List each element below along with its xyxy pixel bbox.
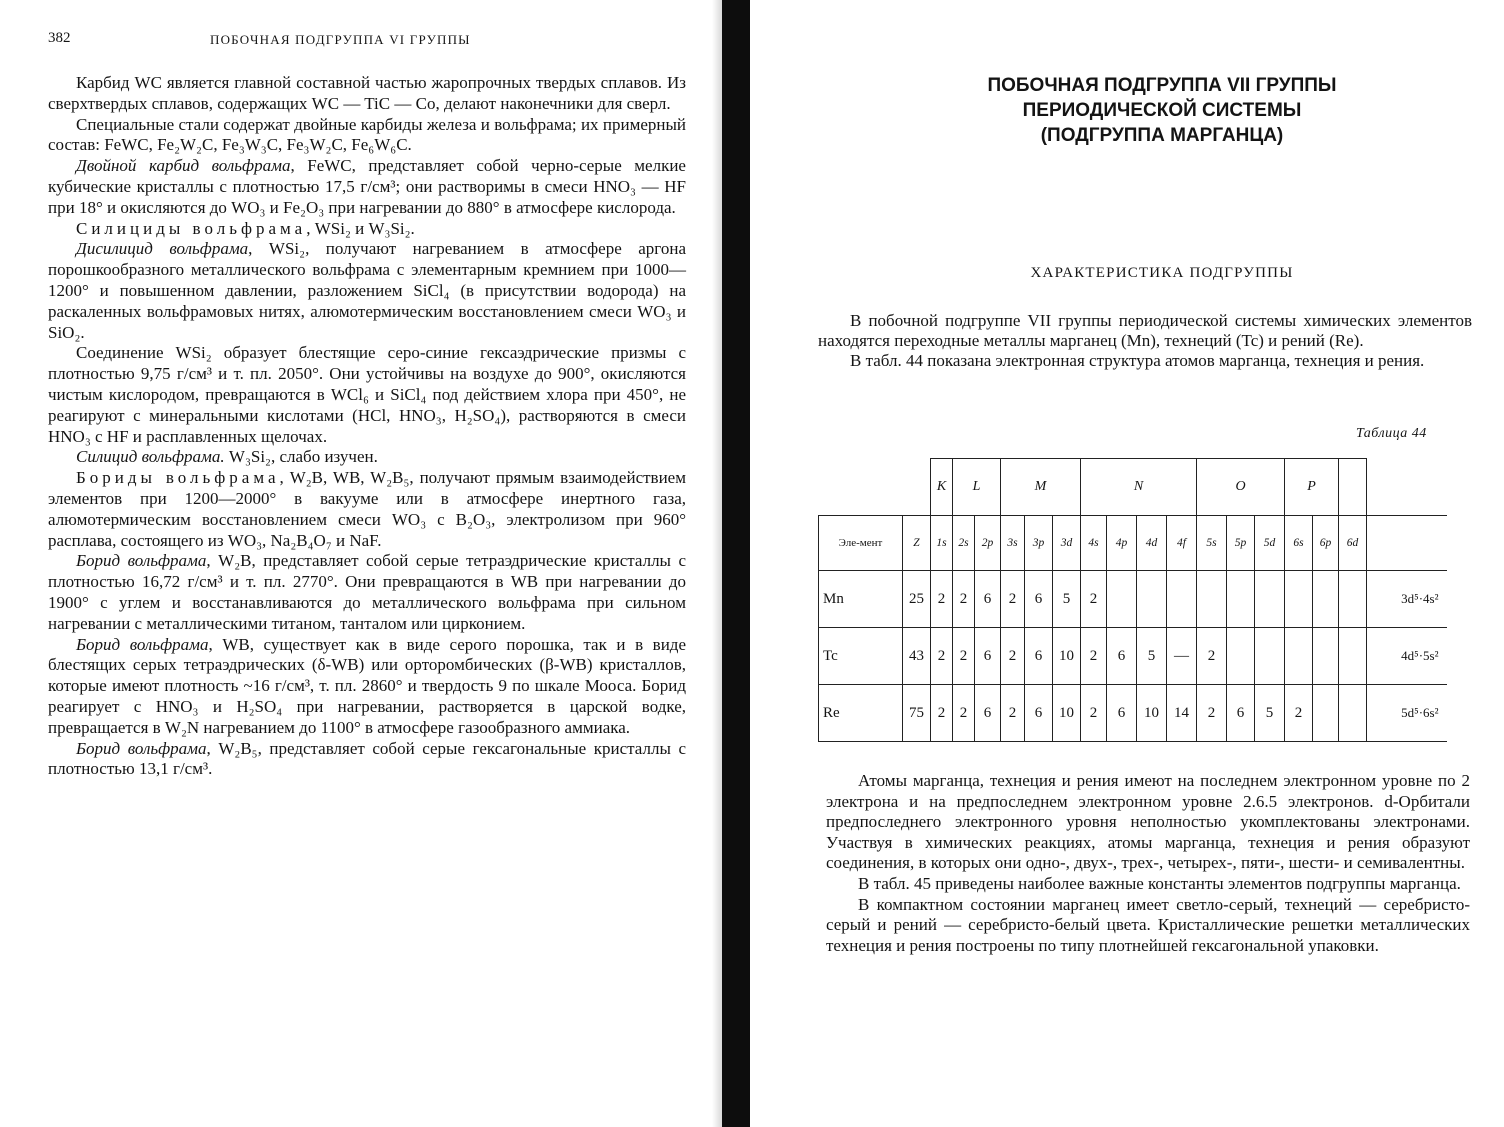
body-text [826, 771, 1470, 956]
orbital-header: 4p [1107, 516, 1137, 571]
paragraph [48, 468, 686, 551]
shell-header: L [953, 459, 1001, 516]
term: Бориды вольфрама [76, 468, 280, 488]
orbital-cell: 5 [1053, 571, 1081, 628]
table-row [819, 628, 1447, 685]
orbital-header: 3d [1053, 516, 1081, 571]
orbital-header: 3s [1001, 516, 1025, 571]
orbital-cell [1167, 571, 1197, 628]
orbital-cell: 2 [1001, 571, 1025, 628]
electron-structure-table [818, 458, 1447, 742]
shell-header: M [1001, 459, 1081, 516]
orbital-header: 5d [1255, 516, 1285, 571]
term: Борид вольфрама [76, 551, 207, 571]
gutter-shadow [712, 0, 722, 1127]
paragraph: В побочной подгруппе VII группы периодической системы химических элементов находятся переходные металлы марганец (Mn), технеций (Tc) и рений (Re). [818, 311, 1472, 350]
shell-header: N [1081, 459, 1197, 516]
right-page [752, 0, 1504, 1127]
paragraph-text: , WSi₂, получают нагреванием в атмосфере аргона порошкообразного металлического вольфрама с элементарным кремнием при 1000—1200° и повышенном давлении, разложением SiCl₄ (в присутствии водорода) на раскаленных вольфрамовых нитях, алюмотермическим восстановлением смеси WO₃ и SiO₂. [48, 239, 686, 342]
orbital-cell: 6 [975, 628, 1001, 685]
chapter-title-line: (ПОДГРУППА МАРГАНЦА) [1040, 125, 1284, 146]
orbital-cell: 5 [1137, 628, 1167, 685]
shell-header-row [819, 459, 1447, 516]
paragraph [48, 447, 686, 468]
orbital-header: 1s [931, 516, 953, 571]
paragraph-text: , FeWC, представляет собой черно-серые мелкие кубические кристаллы с плотностью 17,5 г/см³; они растворимы в смеси HNO₃ — HF при 18° и окисляются до WO₃ и Fe₂O₃ при нагревании до 880° в атмосфере кислорода. [48, 156, 686, 217]
orbital-cell: 2 [931, 628, 953, 685]
paragraph-text: , WB, существует как в виде серого порошка, так и в виде блестящих серых тетраэдрических (δ-WB) или орторомбических (β-WB) кристаллов, которые имеют плотность ~16 г/см³, т. пл. 2860° и твердость 9 по шкале Мооса. Борид реагирует с HNO₃ и H₂SO₄ при нагревании, растворяется в царской водке, превращается в W₂N нагреванием до 1100° в атмосфере газообразного аммиака. [48, 634, 686, 737]
orbital-header: 6s [1285, 516, 1313, 571]
orbital-cell: 2 [953, 685, 975, 742]
shell-header: O [1197, 459, 1285, 516]
orbital-cell [1227, 571, 1255, 628]
orbital-cell: 2 [1001, 628, 1025, 685]
book-gutter [722, 0, 750, 1127]
orbital-header: 3p [1025, 516, 1053, 571]
z-cell: 25 [903, 571, 931, 628]
orbital-cell [1313, 571, 1339, 628]
paragraph-text: , W₂B, представляет собой серые тетраэдрические кристаллы с плотностью 16,72 г/см³ и т. пл. 2770°. Они превращаются в WB при нагревании до 1900° с углем и восстанавливаются до металлического вольфрама при сильном нагревании с металлическими титаном, танталом или цирконием. [48, 551, 686, 633]
orbital-header: 4s [1081, 516, 1107, 571]
running-head [0, 30, 720, 54]
table-corner [1367, 459, 1447, 516]
shell-header: P [1285, 459, 1339, 516]
orbital-header-row [819, 516, 1447, 571]
running-head-title: ПОБОЧНАЯ ПОДГРУППА VI ГРУППЫ [210, 32, 471, 47]
orbital-cell [1227, 628, 1255, 685]
orbital-header: 4f [1167, 516, 1197, 571]
paragraph-text: , WSi₂ и W₃Si₂. [306, 218, 415, 238]
table-row [819, 571, 1447, 628]
orbital-cell [1285, 571, 1313, 628]
orbital-header: 4d [1137, 516, 1167, 571]
paragraph [48, 239, 686, 343]
paragraph [48, 219, 686, 240]
term: Борид вольфрама [76, 634, 209, 654]
orbital-header: 5s [1197, 516, 1227, 571]
orbital-cell: 2 [1001, 685, 1025, 742]
orbital-cell: 6 [975, 571, 1001, 628]
orbital-cell: 2 [1081, 571, 1107, 628]
paragraph: В табл. 44 показана электронная структура атомов марганца, технеция и рения. [850, 351, 1425, 370]
orbital-cell [1107, 571, 1137, 628]
paragraph: В табл. 45 приведены наиболее важные константы элементов подгруппы марганца. [858, 873, 1461, 893]
paragraph [48, 739, 686, 781]
orbital-cell: 10 [1053, 628, 1081, 685]
orbital-cell: 2 [1081, 628, 1107, 685]
orbital-header: 6d [1339, 516, 1367, 571]
element-cell: Tc [819, 628, 903, 685]
orbital-cell [1313, 685, 1339, 742]
intro-text [818, 311, 1472, 371]
orbital-cell [1255, 571, 1285, 628]
shell-header-blank [1339, 459, 1367, 516]
paragraph-text: W₃Si₂, слабо изучен. [224, 447, 378, 467]
config-header [1367, 516, 1447, 571]
orbital-cell [1339, 685, 1367, 742]
orbital-cell: 14 [1167, 685, 1197, 742]
orbital-cell: 5 [1255, 685, 1285, 742]
paragraph: Соединение WSi₂ образует блестящие серо-синие гексаэдрические призмы с плотностью 9,75 г/см³ и т. пл. 2050°. Они устойчивы на воздухе до 900°, окисляются чистым кислородом, превращаются в WCl₆ и SiCl₄ под действием хлора при 450°, не реагируют с минеральными кислотами (HCl, HNO₃, H₂SO₄), растворяются в смеси HNO₃ с HF и расплавленных щелочах. [48, 343, 686, 446]
shell-header: K [931, 459, 953, 516]
orbital-cell: 2 [953, 571, 975, 628]
element-cell: Mn [819, 571, 903, 628]
z-cell: 43 [903, 628, 931, 685]
orbital-cell [1137, 571, 1167, 628]
config-cell: 3d⁵·4s² [1367, 571, 1447, 628]
orbital-header: 6p [1313, 516, 1339, 571]
orbital-cell [1255, 628, 1285, 685]
left-page-body [48, 73, 686, 780]
left-page [0, 0, 720, 1127]
table-row [819, 685, 1447, 742]
orbital-cell: 6 [1025, 685, 1053, 742]
term: Дисилицид вольфрама [76, 239, 249, 259]
paragraph: Атомы марганца, технеция и рения имеют на последнем электронном уровне по 2 электрона и на предпоследнем электронном уровне 2.6.5 электронов. d-Орбитали предпоследнего электронного уровня неполностью укомплектованы электронами. Участвуя в химических реакциях, атомы марганца, технеция и рения образуют соединения, в которых они одно-, двух-, трех-, четырех-, пяти-, шести- и семивалентны. [826, 771, 1470, 873]
orbital-cell [1285, 628, 1313, 685]
paragraph [48, 551, 686, 634]
orbital-cell: 2 [1197, 685, 1227, 742]
paragraph: В компактном состоянии марганец имеет светло-серый, технеций — серебристо-серый и рений — серебристо-белый цвета. Кристаллические решетки металлических технеция и рения построены по типу плотнейшей гексагональной упаковки. [826, 894, 1470, 955]
z-cell: 75 [903, 685, 931, 742]
orbital-cell: 2 [1197, 628, 1227, 685]
orbital-cell: 6 [1107, 685, 1137, 742]
orbital-cell [1339, 571, 1367, 628]
z-header: Z [903, 516, 931, 571]
term: Двойной карбид вольфрама [76, 156, 291, 176]
orbital-header: 5p [1227, 516, 1255, 571]
table-caption: Таблица 44 [1356, 426, 1427, 441]
chapter-title-line: ПЕРИОДИЧЕСКОЙ СИСТЕМЫ [1022, 100, 1302, 121]
paragraph: Карбид WC является главной составной частью жаропрочных твердых сплавов. Из сверхтвердых сплавов, содержащих WC — TiC — Co, делают наконечники для сверл. [48, 73, 686, 113]
paragraph: Специальные стали содержат двойные карбиды железа и вольфрама; их примерный состав: FeWC, Fe₂W₂C, Fe₃W₃C, Fe₃W₂C, Fe₆W₆C. [48, 114, 686, 155]
term: Силицид вольфрама. [76, 447, 225, 467]
page-number: 382 [48, 30, 71, 46]
orbital-cell: 2 [953, 628, 975, 685]
orbital-header: 2p [975, 516, 1001, 571]
orbital-cell: 2 [1285, 685, 1313, 742]
paragraph [48, 156, 686, 218]
orbital-cell: 2 [931, 571, 953, 628]
orbital-cell [1313, 628, 1339, 685]
chapter-title [872, 73, 1452, 148]
config-cell: 4d⁵·5s² [1367, 628, 1447, 685]
config-cell: 5d⁵·6s² [1367, 685, 1447, 742]
chapter-title-line: ПОБОЧНАЯ ПОДГРУППА VII ГРУППЫ [987, 75, 1337, 96]
table-corner [819, 459, 931, 516]
section-heading: ХАРАКТЕРИСТИКА ПОДГРУППЫ [1030, 265, 1294, 281]
orbital-cell: 2 [931, 685, 953, 742]
paragraph [48, 635, 686, 739]
orbital-cell: — [1167, 628, 1197, 685]
orbital-cell: 10 [1053, 685, 1081, 742]
element-header: Эле-мент [819, 516, 903, 571]
orbital-header: 2s [953, 516, 975, 571]
term: Борид вольфрама [76, 738, 207, 758]
paragraph-text: , W₂B₅, представляет собой серые гексагональные кристаллы с плотностью 13,1 г/см³. [48, 738, 686, 779]
term: Силициды вольфрама [76, 218, 307, 238]
element-cell: Re [819, 685, 903, 742]
orbital-cell: 10 [1137, 685, 1167, 742]
paragraph-text: , W₂B, WB, W₂B₅, получают прямым взаимодействием элементов при 1200—2000° в вакууме или в атмосфере инертного газа, алюмотермическим восстановлением смеси WO₃ с B₂O₃, электролизом при 960° расплава, состоящего из WO₃, Na₂B₄O₇ и NaF. [48, 468, 686, 550]
orbital-cell [1197, 571, 1227, 628]
orbital-cell: 6 [1227, 685, 1255, 742]
orbital-cell: 6 [975, 685, 1001, 742]
orbital-cell: 6 [1107, 628, 1137, 685]
orbital-cell: 6 [1025, 571, 1053, 628]
orbital-cell: 2 [1081, 685, 1107, 742]
orbital-cell [1339, 628, 1367, 685]
orbital-cell: 6 [1025, 628, 1053, 685]
